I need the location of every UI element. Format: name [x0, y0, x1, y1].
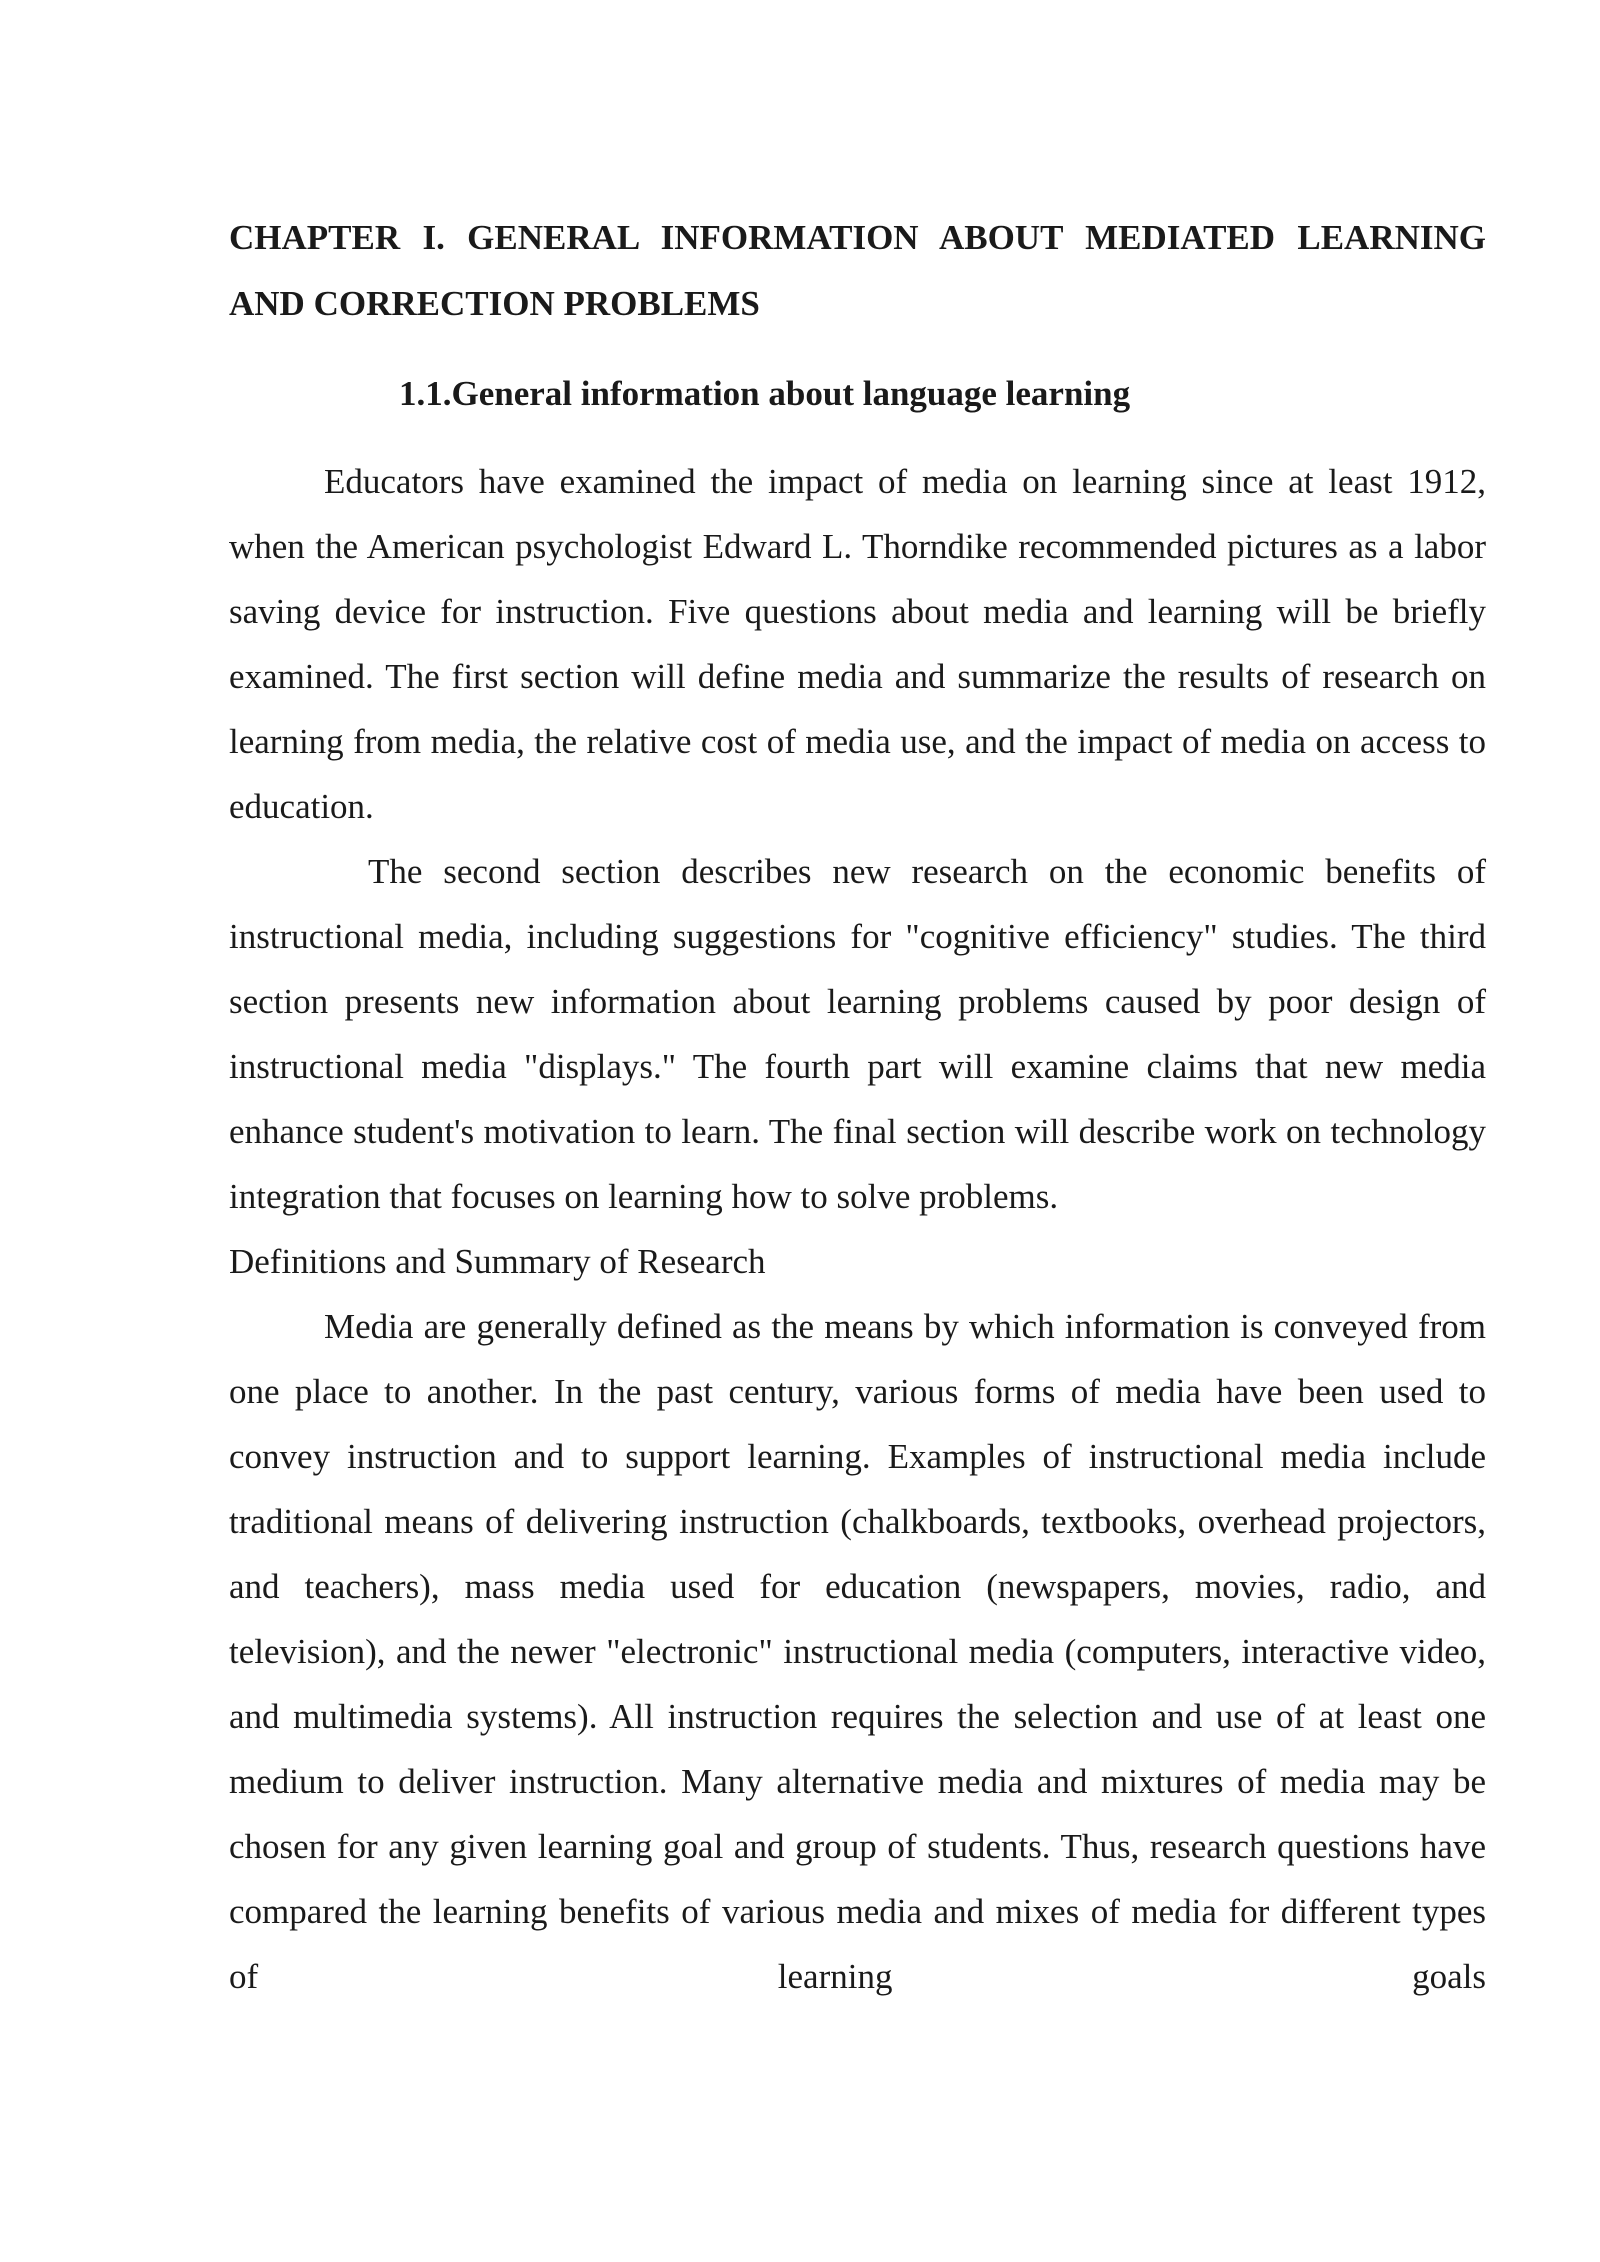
- page-content: [229, 205, 1486, 2009]
- paragraph-media-definition: Media are generally defined as the means by which information is conveyed from one place to another. In the past century, various forms of media have been used to convey instruction and to support learning. Examples of instructional media include traditional means of delivering instruction (chalkboards, textbooks, overhead projectors, and teachers), mass media used for education (newspapers, movies, radio, and television), and the newer "electronic" instructional media (computers, interactive video, and multimedia systems). All instruction requires the selection and use of at least one medium to deliver instruction. Many alternative media and mixtures of media may be chosen for any given learning goal and group of students. Thus, research questions have compared the learning benefits of various media and mixes of media for different types of learning goals: [229, 1307, 1486, 1996]
- paragraph-sections: The second section describes new research on the economic benefits of instructional media, including suggestions for "cognitive efficiency" studies. The third section presents new information about learning problems caused by poor design of instructional media "displays." The fourth part will examine claims that new media enhance student's motivation to learn. The final section will describe work on technology integration that focuses on learning how to solve problems.: [229, 852, 1486, 1216]
- section-title: 1.1.General information about language learning: [399, 374, 1131, 413]
- chapter-title: CHAPTER I. GENERAL INFORMATION ABOUT MEDIATED LEARNING AND CORRECTION PROBLEMS: [229, 218, 1486, 323]
- paragraph-intro: Educators have examined the impact of media on learning since at least 1912, when the American psychologist Edward L. Thorndike recommended pictures as a labor saving device for instruction. Five questions about media and learning will be briefly examined. The first section will define media and summarize the results of research on learning from media, the relative cost of media use, and the impact of media on access to education.: [229, 462, 1486, 826]
- subheading-definitions: Definitions and Summary of Research: [229, 1242, 766, 1281]
